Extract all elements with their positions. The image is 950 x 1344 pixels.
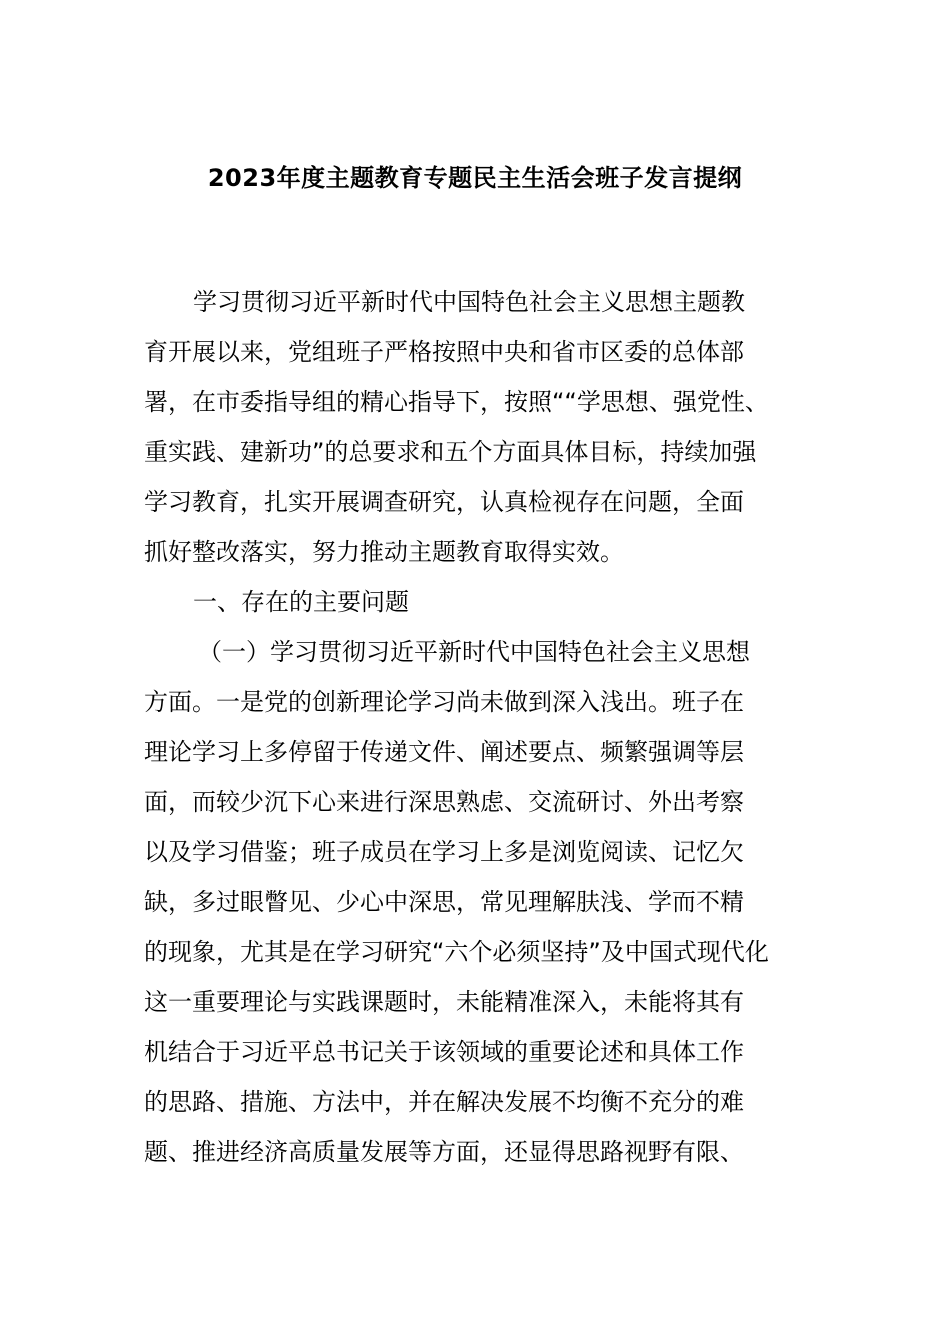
paragraph-line-12: 缺，多过眼瞥见、少心中深思，常见理解肤浅、学而不精 (144, 888, 744, 916)
section-heading: 一、存在的主要问题 (193, 588, 409, 616)
paragraph-line-9: 理论学习上多停留于传递文件、阐述要点、频繁强调等层 (144, 738, 744, 766)
paragraph-line-17: 题、推进经济高质量发展等方面，还显得思路视野有限、 (144, 1138, 744, 1166)
paragraph-line-5: 学习教育，扎实开展调查研究，认真检视存在问题，全面 (144, 488, 744, 516)
paragraph-line-1: 学习贯彻习近平新时代中国特色社会主义思想主题教 (193, 288, 745, 316)
paragraph-line-15: 机结合于习近平总书记关于该领域的重要论述和具体工作 (144, 1038, 744, 1066)
paragraph-line-4: 重实践、建新功”的总要求和五个方面具体目标，持续加强 (144, 438, 757, 466)
paragraph-line-6: 抓好整改落实，努力推动主题教育取得实效。 (144, 538, 624, 566)
paragraph-line-7: （一）学习贯彻习近平新时代中国特色社会主义思想 (198, 638, 750, 666)
paragraph-line-14: 这一重要理论与实践课题时，未能精准深入，未能将其有 (144, 988, 744, 1016)
paragraph-line-13: 的现象，尤其是在学习研究“六个必须坚持”及中国式现代化 (144, 938, 769, 966)
paragraph-line-10: 面，而较少沉下心来进行深思熟虑、交流研讨、外出考察 (144, 788, 744, 816)
document-title: 2023年度主题教育专题民主生活会班子发言提纲 (207, 164, 743, 192)
paragraph-line-11: 以及学习借鉴；班子成员在学习上多是浏览阅读、记忆欠 (144, 838, 744, 866)
paragraph-line-8: 方面。一是党的创新理论学习尚未做到深入浅出。班子在 (144, 688, 744, 716)
paragraph-line-2: 育开展以来，党组班子严格按照中央和省市区委的总体部 (144, 338, 744, 366)
paragraph-line-16: 的思路、措施、方法中，并在解决发展不均衡不充分的难 (144, 1088, 744, 1116)
paragraph-line-3: 署，在市委指导组的精心指导下，按照““学思想、强党性、 (144, 388, 769, 416)
